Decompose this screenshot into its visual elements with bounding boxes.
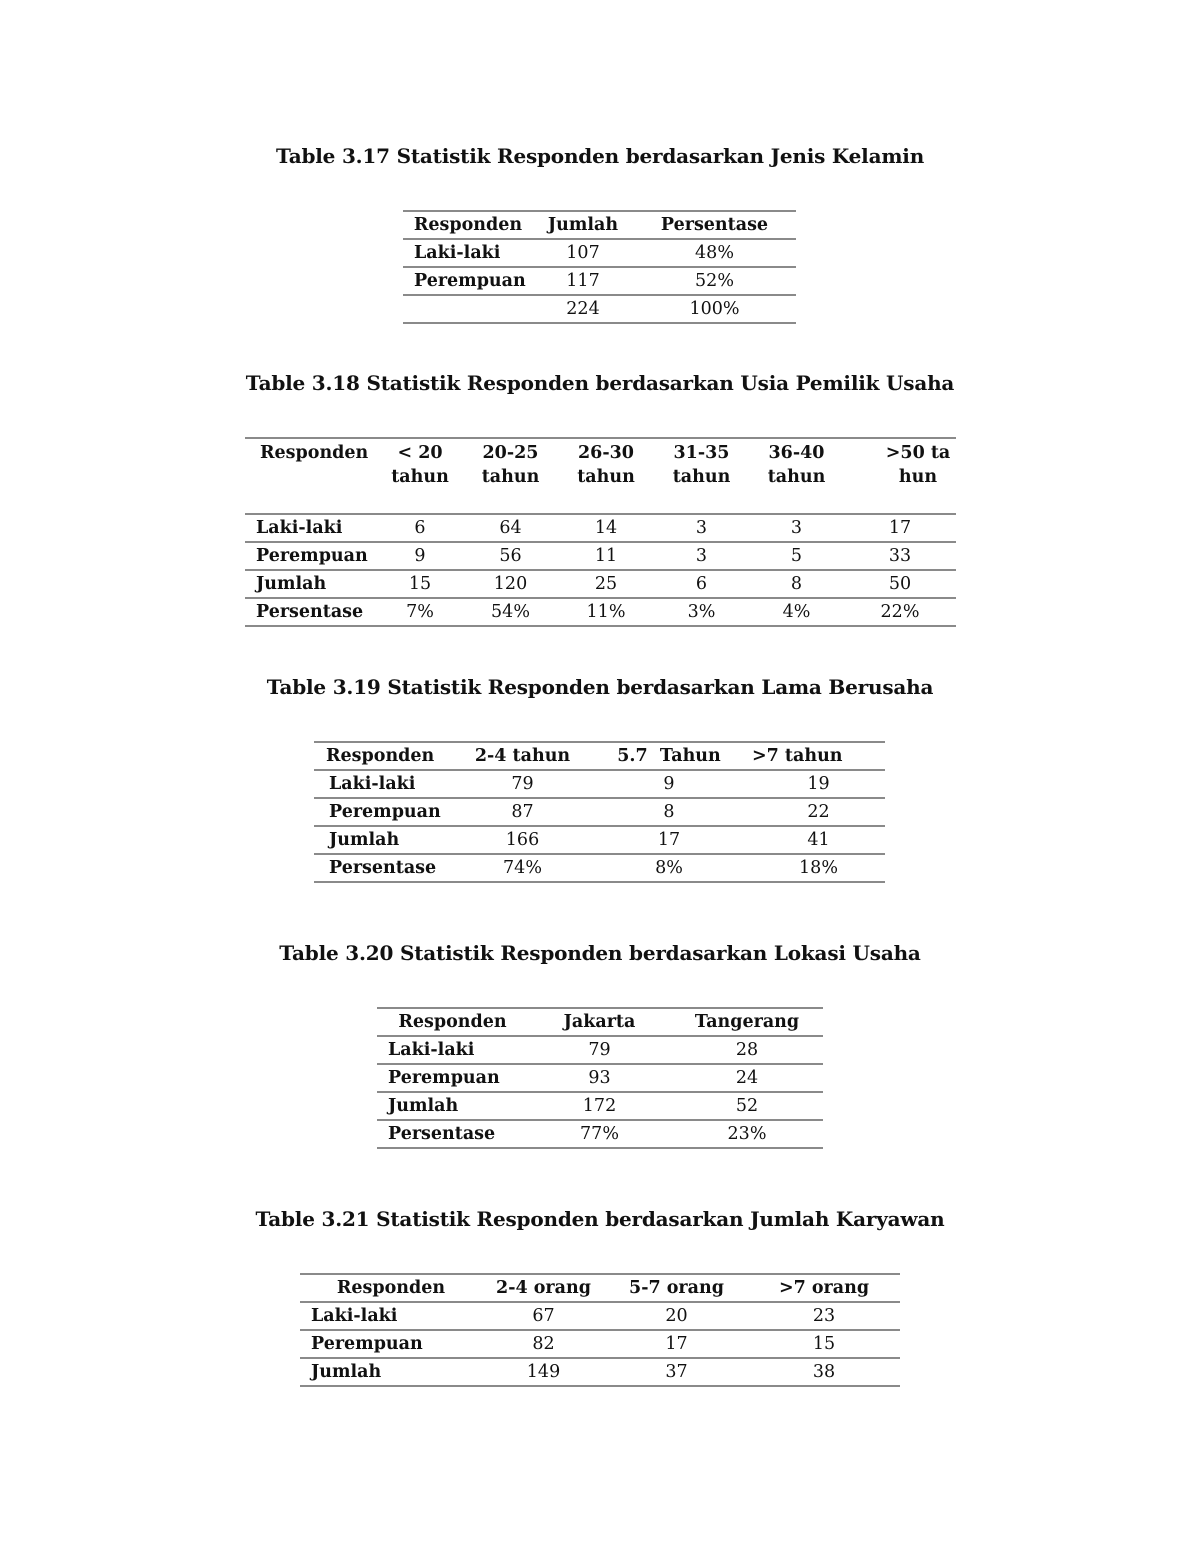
table-row <box>245 514 956 542</box>
row-label: Jumlah <box>245 570 377 598</box>
row-label <box>403 295 533 323</box>
table-cell: 17 <box>605 1330 748 1358</box>
column-header: 5.7 Tahun <box>586 742 752 770</box>
column-header: Jumlah <box>533 211 633 239</box>
table-row <box>300 1358 900 1386</box>
table-cell: 3 <box>654 514 749 542</box>
table-cell: 15 <box>748 1330 900 1358</box>
table-cell: 17 <box>586 826 752 854</box>
table-row <box>403 295 796 323</box>
table-3-18 <box>245 437 956 627</box>
table-cell: 3% <box>654 598 749 626</box>
column-header: < 20 tahun <box>377 438 463 514</box>
table-cell: 52 <box>671 1092 823 1120</box>
table-row <box>314 826 885 854</box>
table-cell: 4% <box>749 598 844 626</box>
table-row <box>377 1036 823 1064</box>
column-header: Persentase <box>633 211 796 239</box>
table-cell: 120 <box>463 570 558 598</box>
table-cell: 50 <box>844 570 956 598</box>
table-cell: 8 <box>749 570 844 598</box>
table-cell: 22 <box>752 798 885 826</box>
table-cell: 8 <box>586 798 752 826</box>
row-label: Perempuan <box>314 798 459 826</box>
column-header: Responden <box>377 1008 528 1036</box>
table-cell: 67 <box>482 1302 605 1330</box>
table-cell: 24 <box>671 1064 823 1092</box>
column-header: 2-4 orang <box>482 1274 605 1302</box>
row-label: Persentase <box>245 598 377 626</box>
table-row <box>377 1120 823 1148</box>
table-row <box>314 854 885 882</box>
table-cell: 38 <box>748 1358 900 1386</box>
table-cell: 48% <box>633 239 796 267</box>
table-cell: 100% <box>633 295 796 323</box>
table-row <box>314 770 885 798</box>
column-header: >7 tahun <box>752 742 885 770</box>
table-cell: 14 <box>558 514 654 542</box>
table-row <box>377 1092 823 1120</box>
column-header: Responden <box>314 742 459 770</box>
row-label: Jumlah <box>314 826 459 854</box>
column-header: >50 tahun <box>844 438 956 514</box>
column-header: Responden <box>245 438 377 514</box>
table-cell: 8% <box>586 854 752 882</box>
table-3-19-caption: Table 3.19 Statistik Responden berdasarkan Lama Berusaha <box>266 675 934 699</box>
column-header: 5-7 orang <box>605 1274 748 1302</box>
table-3-18-caption: Table 3.18 Statistik Responden berdasarkan Usia Pemilik Usaha <box>245 371 955 395</box>
table-cell: 19 <box>752 770 885 798</box>
table-3-20 <box>377 1007 823 1149</box>
table-3-19 <box>314 741 885 883</box>
table-row <box>403 267 796 295</box>
table-cell: 93 <box>528 1064 671 1092</box>
table-cell: 74% <box>459 854 586 882</box>
row-label: Perempuan <box>377 1064 528 1092</box>
table-3-17-caption: Table 3.17 Statistik Responden berdasarkan Jenis Kelamin <box>275 144 925 168</box>
column-header: >7 orang <box>748 1274 900 1302</box>
table-cell: 37 <box>605 1358 748 1386</box>
table-cell: 166 <box>459 826 586 854</box>
table-cell: 9 <box>377 542 463 570</box>
table-cell: 6 <box>377 514 463 542</box>
table-cell: 17 <box>844 514 956 542</box>
row-label: Jumlah <box>300 1358 482 1386</box>
table-row <box>403 239 796 267</box>
table-cell: 54% <box>463 598 558 626</box>
table-cell: 25 <box>558 570 654 598</box>
table-cell: 82 <box>482 1330 605 1358</box>
table-3-21-caption: Table 3.21 Statistik Responden berdasarkan Jumlah Karyawan <box>255 1207 945 1231</box>
table-row <box>314 798 885 826</box>
table-3-21 <box>300 1273 900 1387</box>
row-label: Jumlah <box>377 1092 528 1120</box>
table-cell: 52% <box>633 267 796 295</box>
table-cell: 7% <box>377 598 463 626</box>
row-label: Laki-laki <box>377 1036 528 1064</box>
table-cell: 18% <box>752 854 885 882</box>
table-cell: 149 <box>482 1358 605 1386</box>
table-row <box>300 1330 900 1358</box>
column-header: 26-30 tahun <box>558 438 654 514</box>
column-header: 36-40 tahun <box>749 438 844 514</box>
table-cell: 6 <box>654 570 749 598</box>
row-label: Perempuan <box>403 267 533 295</box>
table-header-row <box>403 211 796 239</box>
column-header: 2-4 tahun <box>459 742 586 770</box>
table-cell: 9 <box>586 770 752 798</box>
table-cell: 33 <box>844 542 956 570</box>
row-label: Persentase <box>314 854 459 882</box>
table-cell: 20 <box>605 1302 748 1330</box>
table-cell: 117 <box>533 267 633 295</box>
table-row <box>245 542 956 570</box>
table-cell: 41 <box>752 826 885 854</box>
table-cell: 79 <box>459 770 586 798</box>
row-label: Perempuan <box>300 1330 482 1358</box>
table-header-row <box>377 1008 823 1036</box>
row-label: Laki-laki <box>300 1302 482 1330</box>
table-cell: 77% <box>528 1120 671 1148</box>
table-cell: 79 <box>528 1036 671 1064</box>
table-header-row <box>245 438 956 514</box>
table-cell: 23 <box>748 1302 900 1330</box>
table-header-row <box>300 1274 900 1302</box>
table-cell: 23% <box>671 1120 823 1148</box>
table-cell: 56 <box>463 542 558 570</box>
table-row <box>300 1302 900 1330</box>
column-header: Tangerang <box>671 1008 823 1036</box>
table-header-row <box>314 742 885 770</box>
table-cell: 107 <box>533 239 633 267</box>
row-label: Laki-laki <box>403 239 533 267</box>
column-header: Jakarta <box>528 1008 671 1036</box>
table-cell: 3 <box>749 514 844 542</box>
row-label: Laki-laki <box>245 514 377 542</box>
row-label: Perempuan <box>245 542 377 570</box>
table-cell: 224 <box>533 295 633 323</box>
column-header: Responden <box>300 1274 482 1302</box>
table-cell: 64 <box>463 514 558 542</box>
table-cell: 87 <box>459 798 586 826</box>
row-label: Persentase <box>377 1120 528 1148</box>
column-header: 20-25 tahun <box>463 438 558 514</box>
table-3-17 <box>403 210 796 324</box>
table-row <box>245 598 956 626</box>
table-cell: 22% <box>844 598 956 626</box>
table-row <box>245 570 956 598</box>
table-cell: 28 <box>671 1036 823 1064</box>
column-header: 31-35 tahun <box>654 438 749 514</box>
table-cell: 172 <box>528 1092 671 1120</box>
table-cell: 11 <box>558 542 654 570</box>
table-3-20-caption: Table 3.20 Statistik Responden berdasarkan Lokasi Usaha <box>279 941 921 965</box>
row-label: Laki-laki <box>314 770 459 798</box>
table-cell: 11% <box>558 598 654 626</box>
table-cell: 3 <box>654 542 749 570</box>
table-row <box>377 1064 823 1092</box>
table-cell: 15 <box>377 570 463 598</box>
table-cell: 5 <box>749 542 844 570</box>
column-header: Responden <box>403 211 533 239</box>
